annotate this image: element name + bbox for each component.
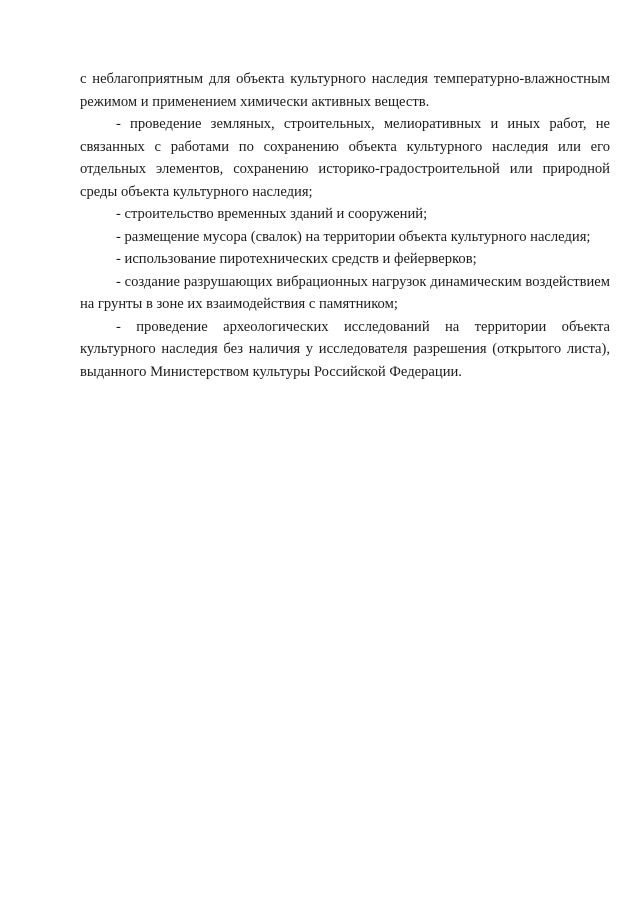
list-item-temporary-buildings: - строительство временных зданий и сооружений; <box>116 206 428 222</box>
list-item-waste-placement: - размещение мусора (свалок) на территории объекта культурного наследия; <box>116 228 591 245</box>
list-item-pyrotechnics: - использование пиротехнических средств и фейерверков; <box>116 251 477 267</box>
list-item-earthworks: - проведение земляных, строительных, мелиоративных и иных работ, не связанных с работами по сохранению объекта культурного наследия или его отдельных элементов, сохранению историко-градостроительной или природной среды объекта культурного наследия; <box>80 116 610 200</box>
paragraph-continuation: с неблагоприятным для объекта культурного наследия температурно-влажностным режимом и применением химически активных веществ. <box>80 71 610 110</box>
list-item-archaeological-research: - проведение археологических исследований на территории объекта культурного наследия без наличия у исследователя разрешения (открытого листа), выданного Министерством культуры Российской Федерации. <box>80 318 610 380</box>
document-body <box>80 68 610 383</box>
list-item-vibration-loads: - создание разрушающих вибрационных нагрузок динамическим воздействием на грунты в зоне их взаимодействия с памятником; <box>80 273 610 312</box>
